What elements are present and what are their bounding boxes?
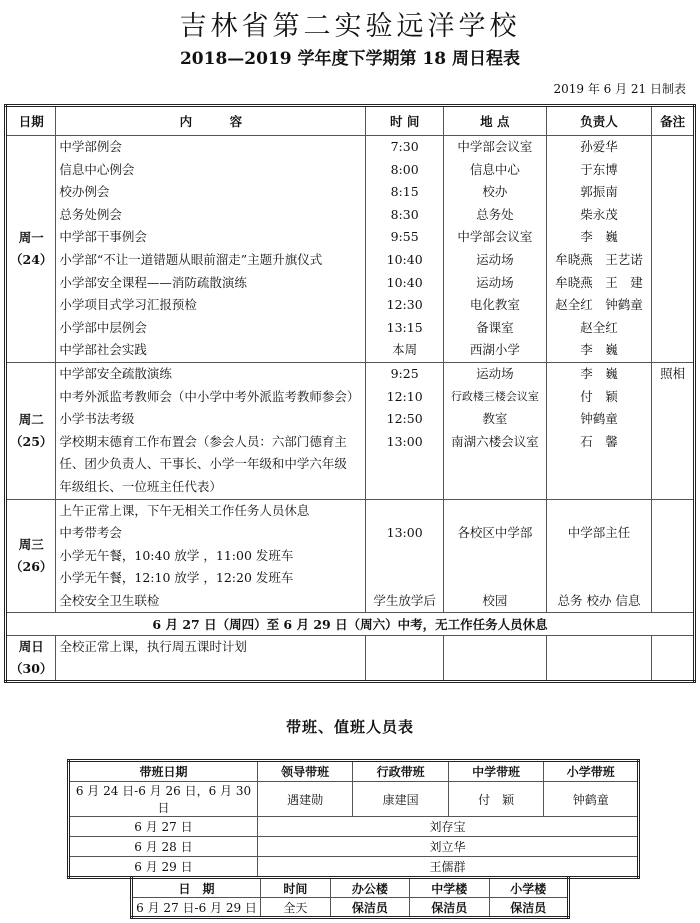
event-time: 10:40 (386, 274, 423, 290)
day-label: 周二 (18, 411, 44, 427)
col-date: 日期 (6, 106, 56, 136)
duty-row (69, 837, 639, 857)
schedule-header-row (6, 106, 695, 136)
place-cell (444, 636, 547, 682)
col-content: 内 容 (56, 106, 366, 136)
event-content: 小学无午餐，10:40 放学 ，11:00 发班车 (59, 547, 294, 563)
clean-time: 全天 (261, 898, 331, 918)
event-person: 付 颖 (580, 388, 618, 404)
event-person: 赵全红 钟鹤童 (555, 297, 643, 313)
event-place: 各校区中学部 (457, 525, 533, 541)
event-person: 中学部主任 (567, 525, 631, 541)
time-cell (366, 499, 444, 613)
event-place: 备课室 (476, 319, 514, 335)
exam-notice-row (6, 613, 695, 636)
duty-date: 6 月 29 日 (69, 857, 258, 878)
event-place: 中学部会议室 (457, 139, 533, 154)
duty-col-primary: 小学带班 (544, 761, 639, 782)
duty-row (69, 857, 639, 878)
place-cell (444, 499, 547, 613)
event-person: 李 巍 (580, 365, 618, 381)
day-block-wednesday (6, 499, 695, 613)
day-label: 周三 (18, 536, 44, 552)
clean-col-primary: 小学楼 (489, 878, 568, 898)
clean-date: 6 月 27 日-6 月 29 日 (132, 898, 261, 918)
note-cell (652, 636, 695, 682)
event-time: 9:55 (390, 229, 419, 245)
note-cell (652, 136, 695, 363)
day-number: （30） (10, 661, 53, 677)
duty-row (69, 782, 639, 817)
event-place (447, 545, 543, 568)
note-cell (652, 499, 695, 613)
event-person: 柴永茂 (580, 206, 618, 222)
clean-col-middle: 中学楼 (410, 878, 489, 898)
event-time: 12:10 (386, 388, 423, 404)
day-cell-sunday (6, 636, 56, 682)
schedule-subtitle: 2018—2019 学年度下学期第 18 周日程表 (179, 49, 521, 69)
event-person: 石 馨 (580, 433, 618, 449)
clean-office: 保洁员 (330, 898, 409, 918)
event-content: 中学部社会实践 (59, 342, 147, 358)
duty-header-row (69, 761, 639, 782)
place-cell (444, 136, 547, 363)
duty-person: 刘立华 (257, 837, 638, 857)
event-content: 全校正常上课，执行周五课时计划 (59, 639, 247, 655)
event-time: 本周 (392, 342, 418, 358)
event-person: 牟晓燕 王艺诺 (555, 251, 643, 267)
event-content: 小学书法考级 (59, 411, 135, 427)
content-cell (56, 499, 366, 613)
event-place: 南湖六楼会议室 (451, 433, 539, 449)
col-person: 负责人 (546, 106, 652, 136)
day-block-sunday (6, 636, 695, 682)
person-cell (546, 636, 652, 682)
clean-col-office: 办公楼 (330, 878, 409, 898)
event-time (369, 500, 440, 523)
place-cell (444, 362, 547, 499)
day-number: （24） (10, 251, 53, 267)
clean-middle: 保洁员 (410, 898, 489, 918)
day-number: （25） (10, 433, 53, 449)
event-person: 牟晓燕 王 建 (555, 274, 643, 290)
event-place: 电化教室 (469, 297, 520, 313)
event-content: 小学部中层例会 (59, 319, 147, 335)
exam-notice: 6 月 27 日（周四）至 6 月 29 日（周六）中考，无工作任务人员休息 (6, 613, 695, 636)
school-title: 吉林省第二实验远洋学校 (179, 11, 521, 42)
duty-middle: 付 颖 (448, 782, 544, 817)
event-time: 13:00 (386, 433, 423, 449)
event-content: 小学无午餐，12:10 放学 ，12:20 发班车 (59, 570, 294, 586)
content-cell (56, 136, 366, 363)
event-place: 行政楼三楼会议室 (450, 389, 539, 403)
note-cell (652, 362, 695, 499)
event-content: 中考带考会 (59, 525, 122, 541)
day-cell-wednesday (6, 499, 56, 613)
day-block-tuesday (6, 362, 695, 499)
event-time: 学生放学后 (373, 592, 436, 608)
cleaning-header-row (132, 878, 569, 898)
event-place: 校园 (482, 592, 508, 608)
event-content: 小学项目式学习汇报预检 (59, 297, 197, 313)
event-person: 李 巍 (580, 342, 618, 358)
event-content: 全校安全卫生联检 (59, 592, 160, 608)
event-person: 总务 校办 信息 (557, 592, 641, 608)
event-place (447, 500, 543, 523)
event-content: 总务处例会 (59, 206, 122, 222)
duty-date: 6 月 28 日 (69, 837, 258, 857)
duty-col-leader: 领导带班 (257, 761, 352, 782)
event-content: 学校期末德育工作布置会（参会人员：六部门德育主 (59, 433, 347, 449)
day-number: （26） (10, 558, 53, 574)
event-place: 校办 (482, 184, 508, 200)
event-time: 12:30 (386, 297, 423, 313)
cleaning-table (130, 876, 570, 919)
event-person: 李 巍 (580, 229, 618, 245)
day-cell-tuesday (6, 362, 56, 499)
event-time: 10:40 (386, 251, 423, 267)
person-cell (546, 362, 652, 499)
duty-date: 6 月 27 日 (69, 817, 258, 837)
event-place: 教室 (482, 411, 508, 427)
event-place: 总务处 (476, 206, 514, 222)
event-time: 7:30 (390, 139, 419, 154)
event-content: 中学部干事例会 (59, 229, 147, 245)
event-place: 运动场 (476, 274, 514, 290)
event-time: 9:25 (390, 365, 419, 381)
duty-table (67, 759, 640, 879)
duty-person: 刘存宝 (257, 817, 638, 837)
event-content: 小学部“不让一道错题从眼前溜走”主题升旗仪式 (59, 251, 323, 267)
clean-col-date: 日 期 (132, 878, 261, 898)
event-content: 中学部例会 (59, 139, 122, 154)
event-content: 小学部安全课程——消防疏散演练 (59, 274, 247, 290)
weekly-schedule-table (4, 104, 696, 683)
event-person: 钟鹤童 (580, 411, 618, 427)
content-cell (56, 362, 366, 499)
duty-col-date: 带班日期 (69, 761, 258, 782)
event-person (550, 567, 649, 590)
event-person: 郭振南 (580, 184, 618, 200)
event-place: 中学部会议室 (457, 229, 533, 245)
event-time: 13:00 (386, 525, 423, 541)
event-content: 中学部安全疏散演练 (59, 365, 172, 381)
event-content: 信息中心例会 (59, 161, 135, 177)
event-person: 赵全红 (580, 319, 618, 335)
event-place (447, 567, 543, 590)
day-label: 周日 (18, 639, 44, 655)
content-cell (56, 636, 366, 682)
duty-table-title: 带班、值班人员表 (285, 718, 414, 736)
duty-leader: 遇建勋 (257, 782, 352, 817)
person-cell (546, 499, 652, 613)
event-content: 上午正常上课，下午无相关工作任务人员休息 (59, 502, 310, 518)
day-cell-monday (6, 136, 56, 363)
event-content-wrap: 年级组长、一位班主任代表） (59, 478, 222, 494)
event-time (369, 545, 440, 568)
duty-person: 王儒群 (257, 857, 638, 878)
event-person: 孙爱华 (580, 139, 618, 154)
clean-primary: 保洁员 (489, 898, 568, 918)
event-person: 于东博 (580, 161, 618, 177)
event-place: 信息中心 (469, 161, 520, 177)
event-content-wrap: 任、团少负责人、干事长、小学一年级和中学六年级 (59, 456, 347, 472)
duty-col-admin: 行政带班 (353, 761, 448, 782)
duty-row (69, 817, 639, 837)
clean-col-time: 时间 (261, 878, 331, 898)
event-time: 12:50 (386, 411, 423, 427)
event-content: 校办例会 (59, 184, 110, 200)
duty-col-middle: 中学带班 (448, 761, 544, 782)
event-place: 运动场 (476, 365, 514, 381)
event-place: 西湖小学 (469, 342, 520, 358)
event-person (550, 545, 649, 568)
day-label: 周一 (18, 229, 44, 245)
duty-date: 6 月 24 日-6 月 26 日，6 月 30 日 (69, 782, 258, 817)
event-time: 8:30 (390, 206, 419, 222)
event-time (369, 567, 440, 590)
event-time: 8:00 (390, 161, 419, 177)
duty-admin: 康建国 (353, 782, 448, 817)
col-note: 备注 (652, 106, 695, 136)
event-note: 照相 (660, 365, 686, 381)
time-cell (366, 636, 444, 682)
day-block-monday (6, 136, 695, 363)
col-time: 时 间 (366, 106, 444, 136)
event-time: 13:15 (386, 319, 423, 335)
event-person (550, 500, 649, 523)
person-cell (546, 136, 652, 363)
made-date: 2019 年 6 月 21 日制表 (553, 82, 686, 96)
event-content: 中考外派监考教师会（中小学中考外派监考教师参会） (59, 388, 360, 404)
time-cell (366, 362, 444, 499)
cleaning-row (132, 898, 569, 918)
event-time: 8:15 (390, 184, 419, 200)
duty-primary: 钟鹤童 (544, 782, 639, 817)
col-place: 地 点 (444, 106, 547, 136)
time-cell (366, 136, 444, 363)
event-place: 运动场 (476, 251, 514, 267)
